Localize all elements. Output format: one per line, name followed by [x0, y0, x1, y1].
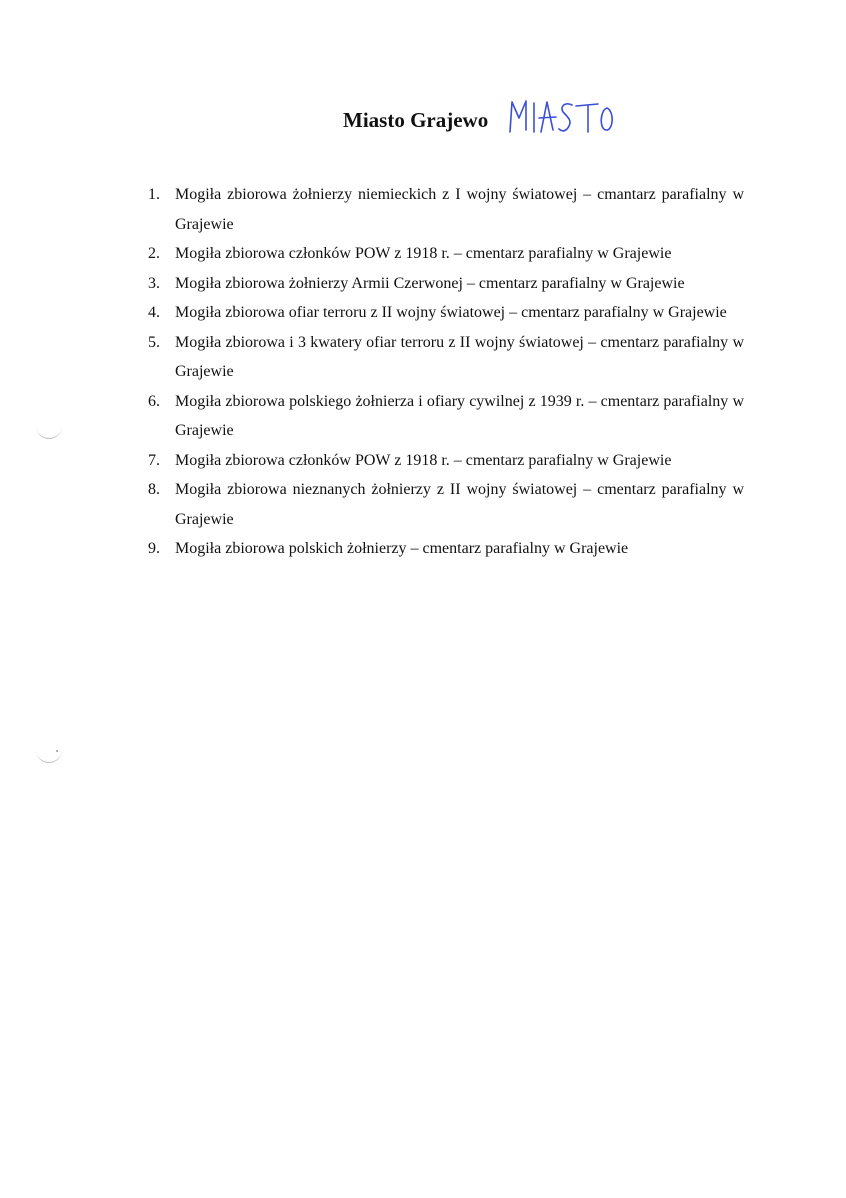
list-item [140, 269, 744, 299]
list-item [140, 446, 744, 476]
list-item-number: 2. [148, 245, 160, 262]
list-item [140, 328, 744, 387]
list-item-text: Mogiła zbiorowa ofiar terroru z II wojny światowej – cmentarz parafialny w Grajewie [175, 304, 727, 321]
list-item-number: 4. [148, 304, 160, 321]
punch-hole-mark [36, 748, 62, 763]
grave-list [140, 180, 744, 564]
list-item-number: 8. [148, 481, 160, 498]
list-item-text: Mogiła zbiorowa członków POW z 1918 r. – cmentarz parafialny w Grajewie [175, 245, 672, 262]
list-item [140, 239, 744, 269]
list-item-text: Mogiła zbiorowa i 3 kwatery ofiar terroru z II wojny światowej – cmentarz parafialny w Grajewie [175, 333, 744, 380]
list-item-number: 1. [148, 186, 160, 203]
list-item-text: Mogiła zbiorowa polskiego żołnierza i ofiary cywilnej z 1939 r. – cmentarz parafialny w Grajewie [175, 392, 744, 439]
title-row [0, 96, 846, 146]
page-title: Miasto Grajewo [343, 108, 489, 132]
handwritten-note [506, 96, 616, 136]
list-item [140, 534, 744, 564]
list-item-text: Mogiła zbiorowa żołnierzy niemieckich z I wojny światowej – cmantarz parafialny w Grajewie [175, 186, 744, 233]
list-item-text: Mogiła zbiorowa członków POW z 1918 r. – cmentarz parafialny w Grajewie [175, 451, 672, 469]
list-item-text: Mogiła zbiorowa żołnierzy Armii Czerwonej – cmentarz parafialny w Grajewie [175, 274, 685, 292]
scan-speck [56, 750, 58, 752]
list-item-number: 9. [148, 540, 160, 557]
list-item [140, 180, 744, 239]
list-item [140, 387, 744, 446]
list-item-text: Mogiła zbiorowa nieznanych żołnierzy z II wojny światowej – cmentarz parafialny w Grajewie [175, 481, 744, 528]
list-item [140, 475, 744, 534]
punch-hole-mark [36, 424, 62, 439]
list-item [140, 298, 744, 328]
list-item-number: 6. [148, 392, 160, 410]
list-item-number: 3. [148, 274, 160, 292]
list-item-number: 7. [148, 451, 160, 469]
list-item-number: 5. [148, 333, 160, 351]
list-item-text: Mogiła zbiorowa polskich żołnierzy – cmentarz parafialny w Grajewie [175, 540, 629, 557]
